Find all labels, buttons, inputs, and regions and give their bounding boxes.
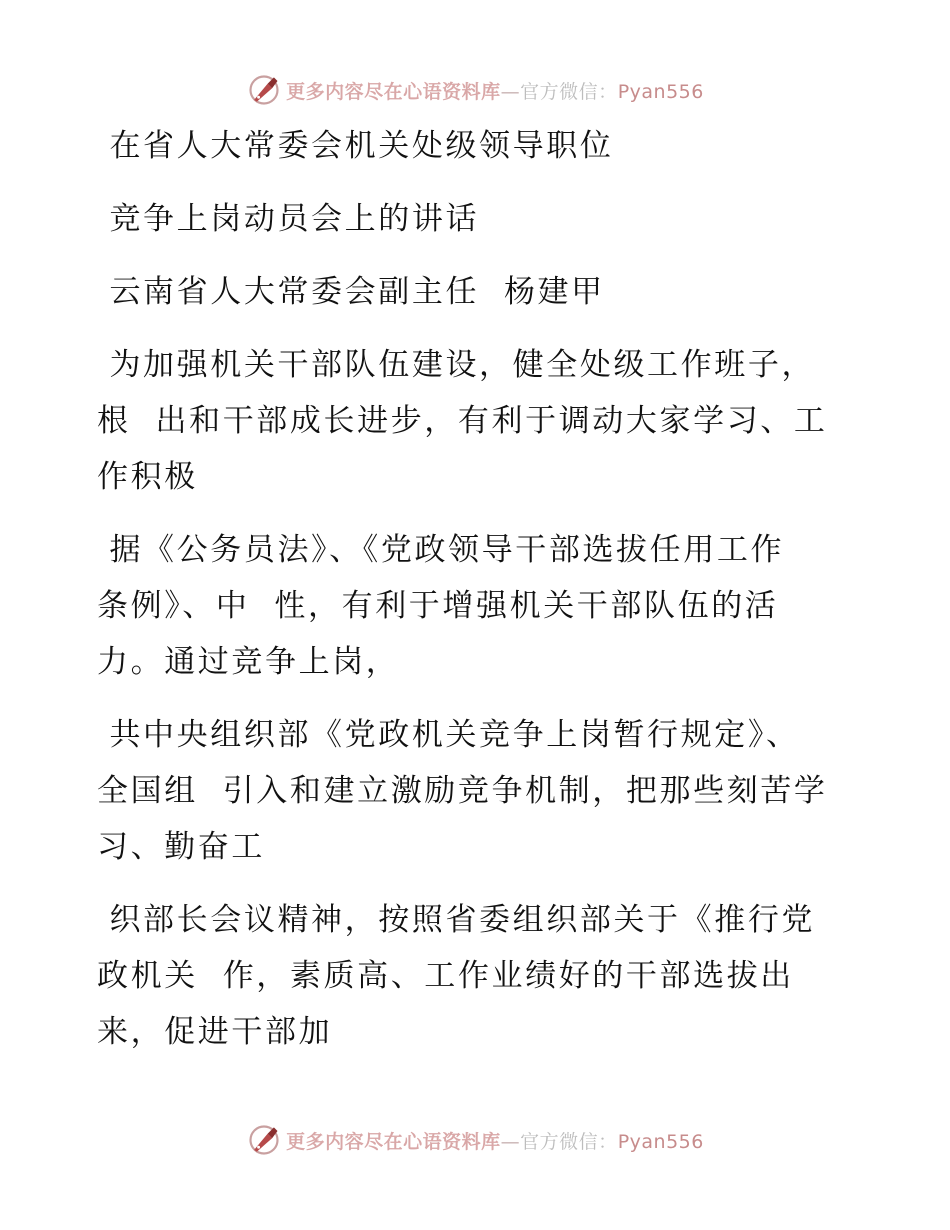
pen-nib-logo-icon <box>246 72 282 108</box>
watermark-sub-text: 官方微信： <box>520 80 618 103</box>
watermark-separator: — <box>500 1130 521 1153</box>
footer-watermark <box>0 1120 950 1160</box>
watermark-handle: Pyan556 <box>617 80 704 103</box>
paragraph-4 <box>97 892 842 1060</box>
watermark-handle: Pyan556 <box>617 1130 704 1153</box>
paragraph-line: 全国组 引入和建立激励竞争机制，把那些刻苦学 <box>97 773 828 809</box>
document-title-line-1: 在省人大常委会机关处级领导职位 <box>97 128 614 164</box>
watermark-main-text: 更多内容尽在心语资料库 <box>286 1130 501 1153</box>
paragraph-line: 根 出和干部成长进步，有利于调动大家学习、工 <box>97 403 828 439</box>
paragraph-2 <box>97 522 842 690</box>
paragraph-line: 共中央组织部《党政机关竞争上岗暂行规定》、 <box>97 717 800 753</box>
watermark-separator: — <box>500 80 521 103</box>
paragraph-line: 来，促进干部加 <box>97 1014 333 1050</box>
paragraph-line: 条例》、中 性，有利于增强机关干部队伍的活 <box>97 588 779 624</box>
header-watermark <box>0 70 950 110</box>
paragraph-line: 织部长会议精神，按照省委组织部关于《推行党 <box>97 902 816 938</box>
document-title-line-2: 竞争上岗动员会上的讲话 <box>97 201 480 237</box>
pen-nib-logo-icon <box>246 1122 282 1158</box>
paragraph-line: 为加强机关干部队伍建设，健全处级工作班子， <box>97 347 816 383</box>
paragraph-line: 政机关 作，素质高、工作业绩好的干部选拔出 <box>97 958 794 994</box>
paragraph-3 <box>97 707 842 875</box>
paragraph-line: 习、勤奋工 <box>97 829 265 865</box>
paragraph-line: 力。通过竞争上岗， <box>97 644 400 680</box>
watermark-main-text: 更多内容尽在心语资料库 <box>286 80 501 103</box>
document-author: 云南省人大常委会副主任 杨建甲 <box>97 274 605 310</box>
paragraph-line: 作积极 <box>97 459 198 495</box>
watermark-sub-text: 官方微信： <box>520 1130 618 1153</box>
document-body <box>97 118 842 1060</box>
paragraph-line: 据《公务员法》、《党政领导干部选拔任用工作 <box>97 532 785 568</box>
paragraph-1 <box>97 337 842 505</box>
